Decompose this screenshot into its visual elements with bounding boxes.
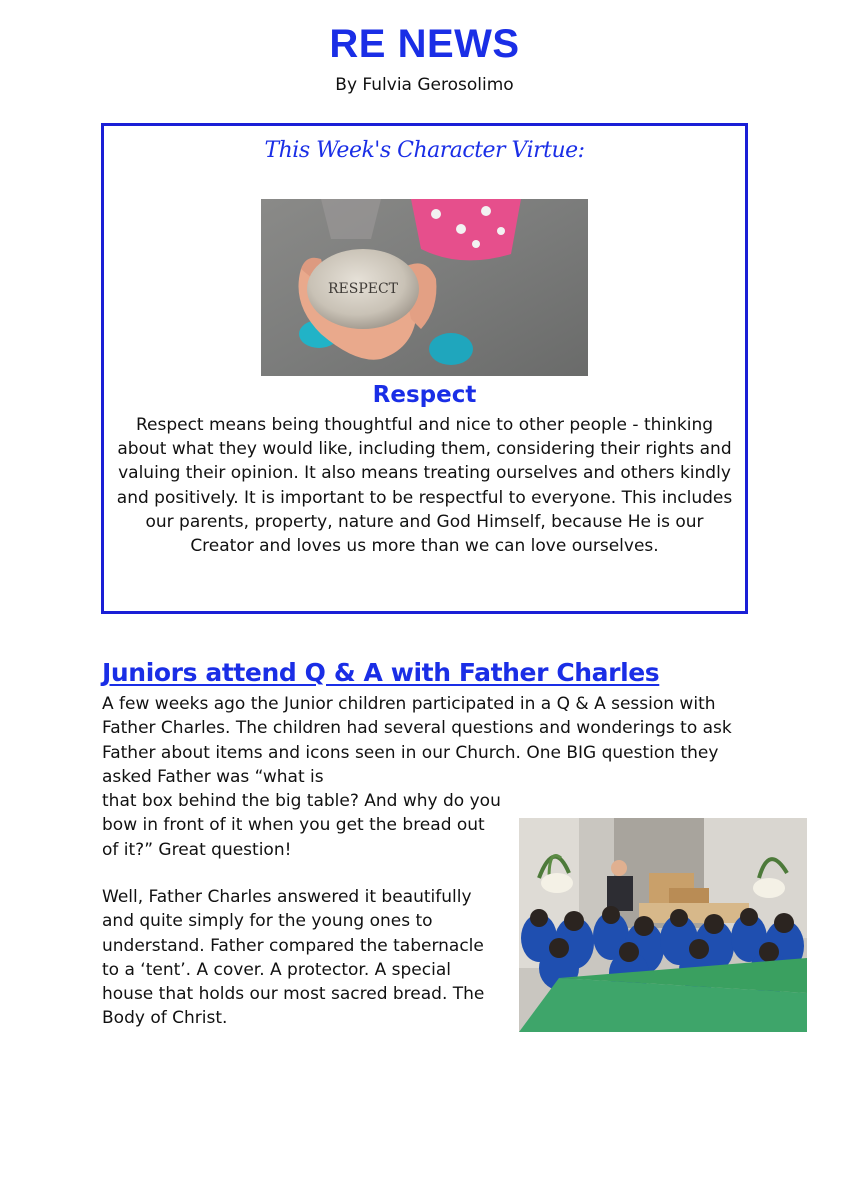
stone-engraving: RESPECT: [327, 281, 399, 297]
author-byline: By Fulvia Gerosolimo: [335, 75, 514, 95]
article-paragraph-question: that box behind the big table? And why do you bow in front of it when you get the bread out of it?” Great question!: [102, 791, 501, 860]
article-heading: Juniors attend Q & A with Father Charles: [102, 658, 660, 687]
newsletter-title: RE NEWS: [329, 22, 520, 66]
virtue-name: Respect: [372, 382, 477, 408]
virtue-heading: This Week's Character Virtue:: [264, 138, 585, 163]
father-charles-class-photo: [519, 818, 807, 1032]
article-intro-paragraph: A few weeks ago the Junior children participated in a Q & A session with Father Charles. The children had several questions and wonderings to ask Father about items and icons seen in our Church. One BIG question they asked Father was “what is: [102, 694, 732, 787]
article-paragraph-answer: Well, Father Charles answered it beautifully and quite simply for the young ones to understand. Father compared the tabernacle to a ‘tent’. A cover. A protector. A special house that holds our most sacred bread. The Body of Christ.: [102, 887, 485, 1029]
character-virtue-box: [101, 123, 748, 614]
virtue-description: Respect means being thoughtful and nice to other people - thinking about what they would like, including them, considering their rights and valuing their opinion. It also means treating ourselves and others kindly and positively. It is important to be respectful to everyone. This includes our parents, property, nature and God Himself, because He is our Creator and loves us more than we can love ourselves.: [116, 415, 733, 557]
respect-stone-photo: [261, 199, 588, 376]
